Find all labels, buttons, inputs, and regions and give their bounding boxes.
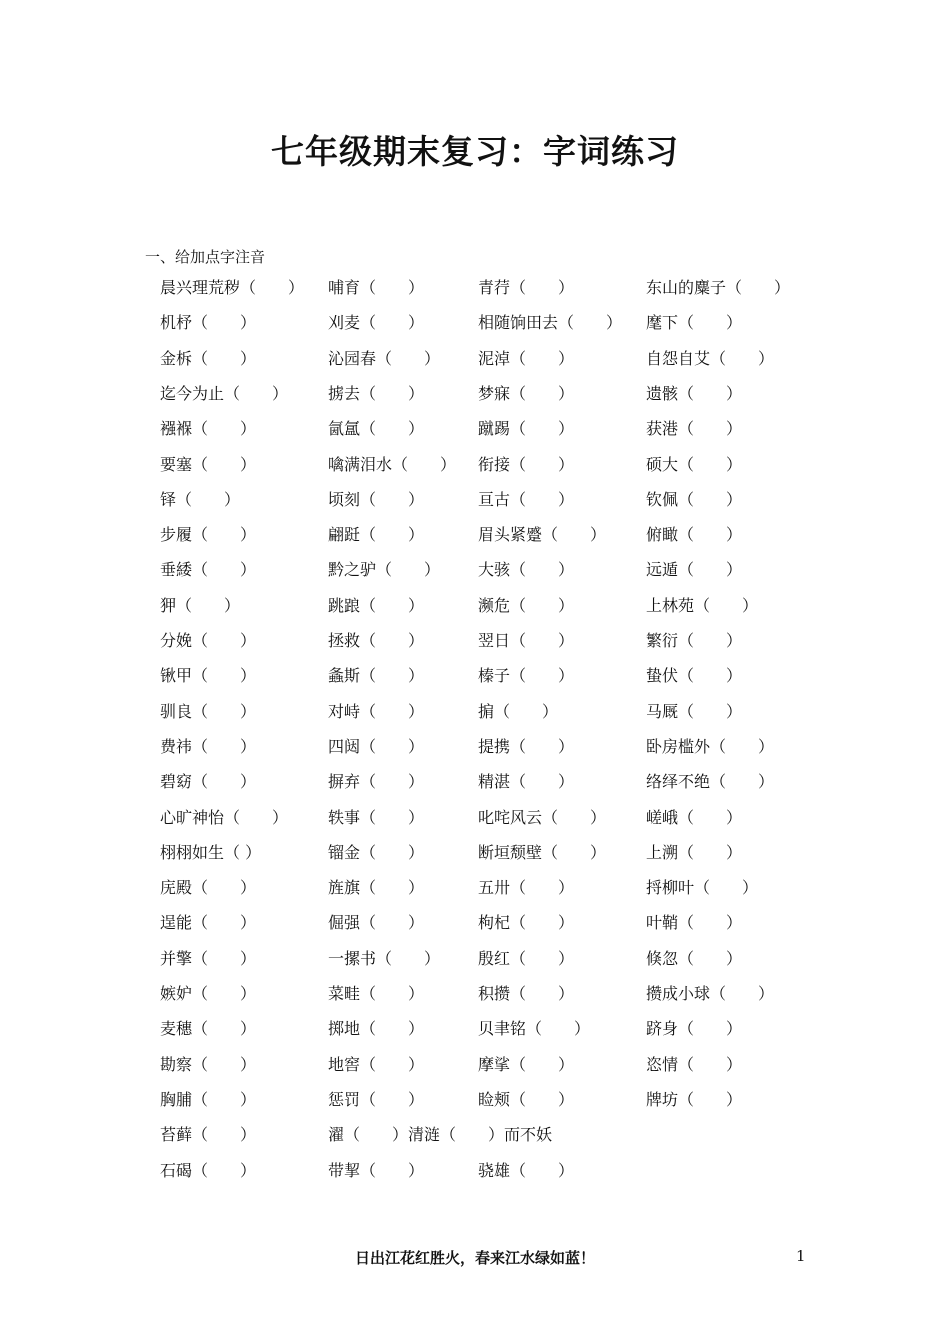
exercise-item: 掮（ ） [478, 701, 559, 721]
exercise-item: 翌日（ ） [478, 631, 575, 650]
exercise-item: 机杼（ ） [160, 313, 257, 333]
exercise-item: 濒危（ ） [478, 595, 575, 615]
exercise-item: 栩栩如生（ ） [160, 842, 262, 862]
exercise-item: 逞能（ ） [160, 913, 257, 933]
exercise-item: 上溯（ ） [646, 842, 743, 862]
exercise-item: 枸杞（ ） [478, 913, 575, 933]
exercise-item: 对峙（ ） [328, 701, 425, 721]
exercise-item: 骁雄（ ） [478, 1160, 575, 1180]
exercise-item: 五卅（ ） [478, 878, 575, 898]
exercise-item: 狎（ ） [160, 595, 241, 615]
exercise-item: 襁褓（ ） [160, 419, 257, 439]
exercise-item: 断垣颓壁（ ） [478, 842, 607, 862]
exercise-item: 噙满泪水（ ） [328, 454, 457, 474]
exercise-item: 马厩（ ） [646, 701, 743, 721]
page-title: 七年级期末复习：字词练习 [271, 132, 679, 171]
exercise-item: 菜畦（ ） [328, 984, 425, 1003]
exercise-item: 四闼（ ） [328, 736, 425, 756]
exercise-item: 苔藓（ ） [160, 1125, 257, 1145]
exercise-item: 费祎（ ） [160, 736, 257, 756]
exercise-item: 掳去（ ） [328, 383, 425, 403]
exercise-item: 哺育（ ） [328, 278, 425, 297]
exercise-item: 叶鞘（ ） [646, 913, 743, 933]
exercise-item: 胸脯（ ） [160, 1089, 257, 1109]
exercise-item: 麦穗（ ） [160, 1019, 257, 1039]
exercise-item: 钦佩（ ） [646, 489, 743, 509]
exercise-item: 攒成小球（ ） [646, 984, 775, 1003]
exercise-item: 自怨自艾（ ） [646, 348, 775, 368]
exercise-item: 刈麦（ ） [328, 313, 425, 333]
exercise-item: 叱咤风云（ ） [478, 807, 607, 827]
exercise-item: 金柝（ ） [160, 348, 257, 368]
exercise-item: 勘察（ ） [160, 1054, 257, 1074]
exercise-item: 贝聿铭（ ） [478, 1019, 591, 1039]
exercise-item: 庑殿（ ） [160, 878, 257, 898]
exercise-item: 麾下（ ） [646, 313, 743, 333]
exercise-item: 精湛（ ） [478, 772, 575, 792]
exercise-item: 俯瞰（ ） [646, 525, 743, 545]
exercise-item: 东山的麋子（ ） [646, 278, 791, 297]
exercise-item: 黔之驴（ ） [328, 560, 441, 580]
page-number: 1 [796, 1247, 806, 1265]
exercise-item: 氤氲（ ） [328, 419, 425, 439]
exercise-item: 络绎不绝（ ） [646, 772, 775, 792]
exercise-item: 倔强（ ） [328, 913, 425, 933]
exercise-item: 镏金（ ） [328, 842, 425, 862]
exercise-item: 旌旗（ ） [328, 878, 425, 898]
exercise-item: 翩跹（ ） [328, 525, 425, 545]
exercise-item: 青荇（ ） [478, 278, 575, 297]
exercise-item: 惩罚（ ） [328, 1089, 425, 1109]
exercise-item: 一摞书（ ） [328, 948, 441, 968]
exercise-item: 要塞（ ） [160, 454, 257, 474]
section-heading: 一、给加点字注音 [145, 248, 266, 266]
exercise-item: 嫉妒（ ） [160, 984, 257, 1003]
footer-motto: 日出江花红胜火，春来江水绿如蓝！ [354, 1249, 595, 1267]
exercise-item: 梦寐（ ） [478, 383, 575, 403]
exercise-item: 蛰伏（ ） [646, 666, 743, 686]
exercise-item: 蹴踢（ ） [478, 419, 575, 439]
exercise-item: 泥淖（ ） [478, 348, 575, 368]
exercise-item: 螽斯（ ） [328, 666, 425, 686]
exercise-item: 卧房槛外（ ） [646, 736, 775, 756]
exercise-item: 并擎（ ） [160, 948, 257, 968]
exercise-item: 睑颊（ ） [478, 1089, 575, 1109]
exercise-item: 垂緌（ ） [160, 560, 257, 580]
exercise-item: 恣情（ ） [646, 1054, 743, 1074]
exercise-item: 跻身（ ） [646, 1019, 743, 1039]
exercise-item: 获港（ ） [646, 419, 743, 439]
exercise-item: 铎（ ） [160, 489, 241, 509]
exercise-item: 掷地（ ） [328, 1019, 425, 1039]
exercise-item: 积攒（ ） [478, 984, 575, 1003]
exercise-item: 榛子（ ） [478, 666, 575, 686]
exercise-item: 分娩（ ） [160, 631, 257, 650]
exercise-item: 远遁（ ） [646, 560, 743, 580]
exercise-item: 碧窈（ ） [160, 772, 257, 792]
exercise-item: 带挈（ ） [328, 1160, 425, 1180]
exercise-item: 锹甲（ ） [160, 666, 257, 686]
exercise-item: 衔接（ ） [478, 454, 575, 474]
exercise-item: 遗骸（ ） [646, 383, 743, 403]
exercise-item: 石碣（ ） [160, 1160, 257, 1180]
exercise-item: 晨兴理荒秽（ ） [160, 278, 305, 297]
exercise-item: 嵯峨（ ） [646, 807, 743, 827]
exercise-item: 迄今为止（ ） [160, 383, 289, 403]
exercise-item: 眉头紧蹙（ ） [478, 525, 607, 545]
exercise-item: 亘古（ ） [478, 489, 575, 509]
exercise-item: 拯救（ ） [328, 631, 425, 650]
exercise-item: 牌坊（ ） [646, 1089, 743, 1109]
exercise-item: 捋柳叶（ ） [646, 878, 759, 898]
exercise-item: 提携（ ） [478, 736, 575, 756]
exercise-item: 濯（ ）清涟（ ）而不妖 [328, 1125, 553, 1145]
exercise-item: 相随饷田去（ ） [478, 313, 623, 333]
exercise-item: 心旷神怡（ ） [160, 807, 289, 827]
exercise-item: 跳踉（ ） [328, 595, 425, 615]
exercise-item: 摩挲（ ） [478, 1054, 575, 1074]
exercise-item: 轶事（ ） [328, 807, 425, 827]
exercise-item: 摒弃（ ） [328, 772, 425, 792]
exercise-item: 大骇（ ） [478, 560, 575, 580]
exercise-item: 繁衍（ ） [646, 631, 743, 650]
exercise-item: 沁园春（ ） [328, 348, 441, 368]
exercise-item: 硕大（ ） [646, 454, 743, 474]
exercise-item: 顷刻（ ） [328, 489, 425, 509]
exercise-item: 上林苑（ ） [646, 595, 759, 615]
exercise-item: 殷红（ ） [478, 948, 575, 968]
exercise-item: 驯良（ ） [160, 701, 257, 721]
exercise-item: 步履（ ） [160, 525, 257, 545]
exercise-item: 倏忽（ ） [646, 948, 743, 968]
exercise-item: 地窖（ ） [328, 1054, 425, 1074]
